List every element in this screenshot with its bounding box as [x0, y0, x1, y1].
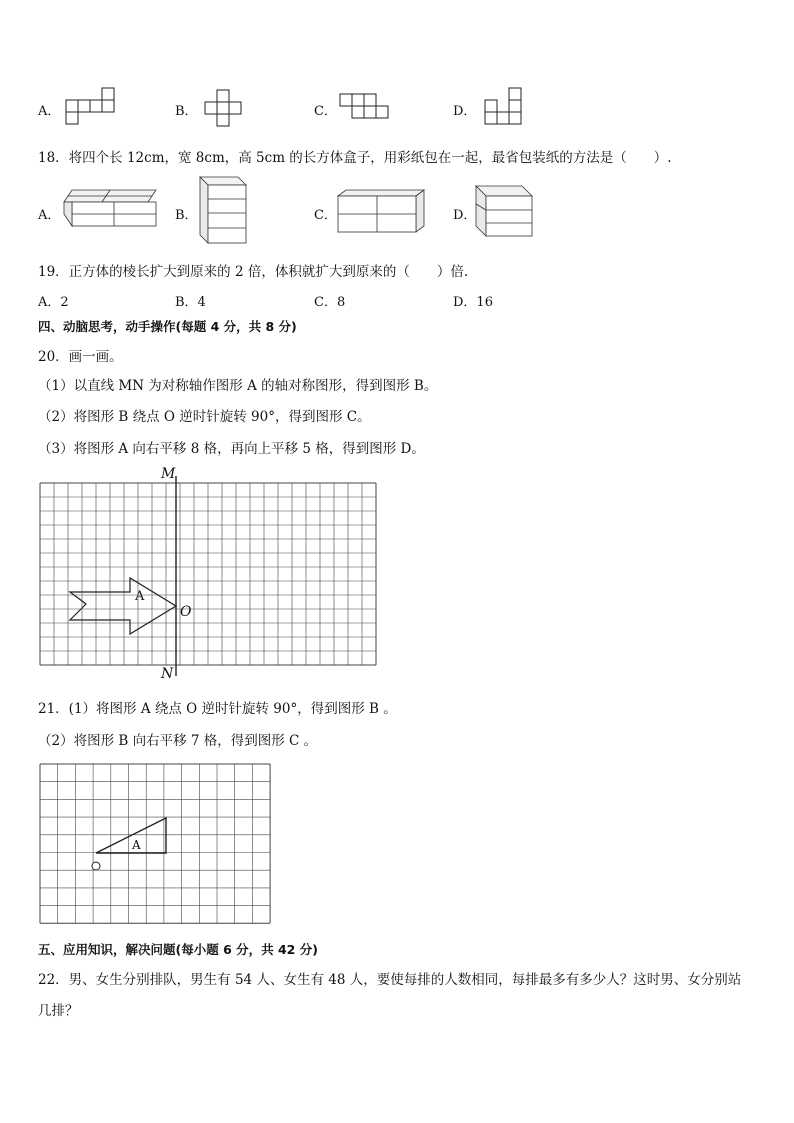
q19-option-a: A．2 [38, 295, 69, 310]
q22-line-1: 22．男、女生分别排队，男生有 54 人、女生有 48 人，要使每排的人数相同，每排最多有多少人？这时男、女分别站 [38, 972, 742, 988]
q18-text: 18．将四个长 12cm，宽 8cm，高 5cm 的长方体盒子，用彩纸包在一起，最省包装纸的方法是（ ）. [38, 150, 672, 166]
q21-grid-lines [40, 764, 270, 923]
label-a-21: A [132, 838, 141, 852]
q20-item-1: （1）以直线 MN 为对称轴作图形 A 的轴对称图形，得到图形 B。 [38, 378, 438, 394]
q19-option-d: D．16 [453, 295, 493, 310]
q17-option-c: C． [314, 104, 337, 119]
q18-option-c: C． [314, 208, 337, 223]
q20-title: 20．画一画。 [38, 349, 123, 365]
q21-item-1: 21．(1）将图形 A 绕点 O 逆时针旋转 90°，得到图形 B 。 [38, 701, 397, 717]
shape-a-triangle [96, 818, 166, 853]
q18-option-d: D． [453, 208, 477, 223]
q18-option-b: B． [175, 208, 198, 223]
label-m: M [161, 466, 176, 482]
q19-option-c: C．8 [314, 295, 346, 310]
label-o: O [180, 604, 192, 620]
q22-line-2: 几排？ [38, 1003, 79, 1019]
q19-option-b: B．4 [175, 295, 206, 310]
q21-item-2: （2）将图形 B 向右平移 7 格，得到图形 C 。 [38, 733, 318, 749]
label-n: N [161, 666, 174, 682]
q17-option-a: A． [38, 104, 61, 119]
q17-option-d: D． [453, 104, 477, 119]
q17-option-b: B． [175, 104, 198, 119]
q20-item-2: （2）将图形 B 绕点 O 逆时针旋转 90°，得到图形 C。 [38, 409, 371, 425]
section-5-heading: 五、应用知识，解决问题(每小题 6 分，共 42 分) [38, 942, 318, 957]
q19-text: 19．正方体的棱长扩大到原来的 2 倍，体积就扩大到原来的（ ）倍. [38, 264, 469, 280]
point-o [92, 862, 100, 870]
label-a: A [135, 589, 145, 604]
q20-item-3: （3）将图形 A 向右平移 8 格，再向上平移 5 格，得到图形 D。 [38, 441, 425, 457]
q18-option-a: A． [38, 208, 61, 223]
section-4-heading: 四、动脑思考，动手操作(每题 4 分，共 8 分) [38, 319, 297, 334]
